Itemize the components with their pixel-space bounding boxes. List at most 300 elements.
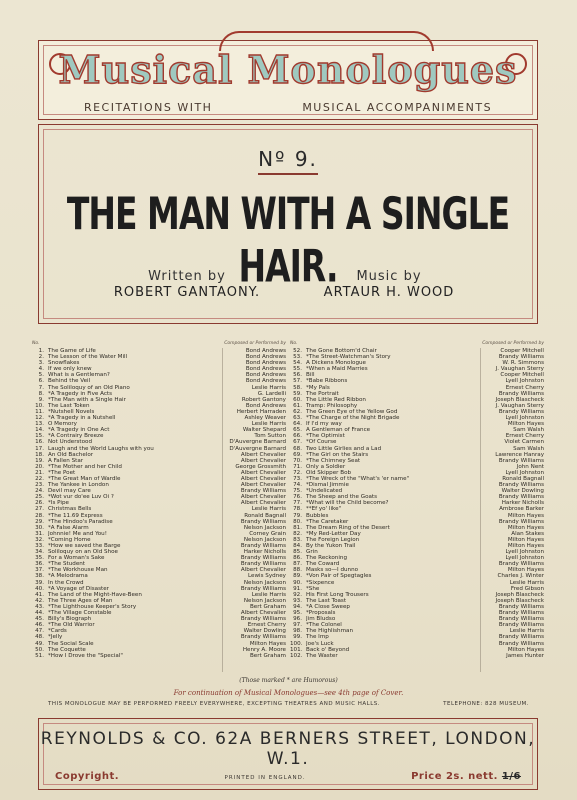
item-number: 94.	[293, 603, 302, 610]
item-performer: Ashley Weaver	[244, 415, 286, 422]
item-title: *The Poet	[48, 469, 76, 476]
monologue-catalogue	[32, 340, 544, 672]
item-number: 39.	[35, 579, 44, 586]
item-title: *Is Pipe	[48, 500, 69, 507]
item-title: *The Charge of the Night Brigade	[306, 415, 400, 422]
item-performer: Joseph Blascheck	[495, 396, 544, 403]
item-performer: W. R. Simmons	[502, 360, 544, 367]
item-performer: Brandy Williams	[498, 561, 544, 568]
item-title: For a Woman's Sake	[48, 555, 105, 562]
item-number: 96.	[293, 616, 302, 623]
item-title: The Highlishman	[306, 628, 354, 635]
item-performer: Albert Chevalier	[240, 469, 286, 476]
item-number: 6.	[38, 378, 44, 385]
item-performer: Nelson Jackson	[243, 536, 286, 543]
item-number: 85.	[293, 549, 302, 556]
item-title: *A Melodrama	[48, 573, 88, 580]
item-title: A Dickens Monologue	[306, 360, 366, 367]
item-title: An Old Bachelor	[48, 451, 94, 458]
item-title: Christmas Bells	[48, 506, 92, 513]
item-title: Bill	[306, 372, 315, 379]
item-performer: Herbert Harraden	[236, 408, 286, 415]
item-title: A Gentleman of France	[306, 427, 371, 434]
item-number: 31.	[35, 530, 44, 537]
item-number: 5.	[38, 372, 44, 379]
item-title: Behind the Veil	[48, 378, 91, 385]
item-title: In the Crowd	[48, 579, 84, 586]
credits	[87, 269, 489, 300]
item-title: Devil may Care	[48, 488, 91, 495]
item-number: 19.	[35, 457, 44, 464]
item-number: 89.	[293, 573, 302, 580]
item-title: Soliloquy on an Old Shoe	[48, 549, 118, 556]
item-title: Jim Bludso	[306, 616, 336, 623]
item-number: 76.	[293, 494, 302, 501]
item-number: 66.	[293, 433, 302, 440]
item-title: *My Pals	[306, 384, 330, 391]
item-performer: Albert Chevalier	[240, 457, 286, 464]
item-performer: John Nent	[516, 463, 544, 470]
item-number: 8.	[38, 390, 44, 397]
item-performer: Walter Dowling	[243, 628, 286, 635]
item-title: The Little Red Ribbon	[306, 396, 366, 403]
item-number: 65.	[293, 427, 302, 434]
item-title: Bubbles	[306, 512, 329, 519]
item-performer: Brandy Williams	[498, 390, 544, 397]
item-title: *A Tragedy in Five Acts	[48, 390, 113, 397]
item-performer: Leslie Harris	[509, 579, 544, 586]
item-number: 20.	[35, 463, 44, 470]
item-title: *Coming Home	[48, 536, 91, 543]
subtitle-right: MUSICAL ACCOMPANIMENTS	[302, 101, 493, 114]
column-header	[290, 340, 544, 348]
item-number: 41.	[35, 591, 44, 598]
item-title: *Wot vur do'ee Luv Oi ?	[48, 494, 114, 501]
item-performer: Brandy Williams	[498, 518, 544, 525]
item-number: 37.	[35, 567, 44, 574]
item-performer: Bert Graham	[249, 603, 286, 610]
list-item	[32, 653, 286, 659]
item-number: 82.	[293, 530, 302, 537]
price-text	[411, 771, 521, 782]
item-performer: Tom Sutton	[254, 433, 286, 440]
item-title: The Last Token	[48, 402, 90, 409]
item-performer: Walter Shepard	[242, 427, 286, 434]
item-performer: J. Vaughan Sterry	[495, 366, 544, 373]
item-number: 42.	[35, 597, 44, 604]
item-performer: Joseph Blascheck	[495, 597, 544, 604]
item-performer: Albert Chevalier	[240, 500, 286, 507]
item-title: *The Wreck of the "What's 'er name"	[306, 475, 410, 482]
item-performer: Bond Andrews	[245, 360, 286, 367]
column-divider	[480, 348, 481, 672]
item-title: The Waster	[306, 652, 338, 659]
item-number: 101.	[290, 646, 303, 653]
item-number: 47.	[35, 628, 44, 635]
item-number: 59.	[293, 390, 302, 397]
item-title: *The Optimist	[306, 433, 345, 440]
item-title: *The Great Man of Wardle	[48, 475, 121, 482]
item-performer: Brandy Williams	[240, 488, 286, 495]
item-title: The Three Ages of Man	[48, 597, 113, 604]
item-performer: Ronald Bagnall	[244, 512, 286, 519]
item-number: 78.	[293, 506, 302, 513]
item-number: 2.	[38, 354, 44, 361]
column-header-no: No.	[290, 341, 298, 346]
item-title: The Yankee in London	[48, 482, 109, 489]
item-number: 25.	[35, 494, 44, 501]
item-title: *Of Course	[306, 439, 337, 446]
piece-title: THE MAN WITH A SINGLE HAIR.	[66, 187, 510, 293]
item-title: *The Student	[48, 561, 85, 568]
item-performer: Bond Andrews	[245, 348, 286, 354]
column-header-performed: Composed or Performed by	[224, 341, 286, 346]
item-performer: Albert Chevalier	[240, 494, 286, 501]
item-performer: Robert Gantony	[241, 396, 286, 403]
item-title: *The Chimney Seat	[306, 457, 361, 464]
item-performer: Bond Andrews	[245, 378, 286, 385]
item-title: *The Street-Watchman's Story	[306, 354, 391, 361]
telephone-text: TELEPHONE: 828 MUSEUM.	[443, 701, 529, 707]
item-performer: J. Vaughan Sterry	[495, 402, 544, 409]
item-performer: Ernest Cherry	[247, 622, 286, 629]
composer-credit	[289, 269, 489, 300]
item-title: *A Close Sweep	[306, 603, 350, 610]
item-title: *Proposals	[306, 610, 336, 617]
item-number: 88.	[293, 567, 302, 574]
item-performer: Lyell Johnston	[505, 415, 544, 422]
item-number: 92.	[293, 591, 302, 598]
printed-in-text: PRINTED IN ENGLAND.	[224, 775, 306, 781]
item-title: The Reckoning	[306, 555, 347, 562]
item-performer: Harker Nicholls	[243, 549, 286, 556]
item-title: **Ef yo' like"	[306, 506, 342, 513]
item-performer: Brandy Williams	[498, 603, 544, 610]
item-title: The Game of Life	[48, 348, 96, 354]
item-title: *The Man with a Single Hair	[48, 396, 126, 403]
item-title: What is a Gentleman?	[48, 372, 110, 379]
item-number: 13.	[35, 421, 44, 428]
item-performer: Bond Andrews	[245, 402, 286, 409]
item-performer: D'Auvergne Barnard	[229, 445, 286, 452]
permit-line	[48, 701, 529, 707]
item-performer: Albert Chevalier	[240, 482, 286, 489]
item-title: *A Contrairy Breeze	[48, 433, 104, 440]
item-performer: Brandy Williams	[498, 408, 544, 415]
list-item	[290, 653, 544, 659]
item-performer: George Grossmith	[235, 463, 286, 470]
item-number: 23.	[35, 482, 44, 489]
item-title: Back o' Beyond	[306, 646, 350, 653]
item-number: 54.	[293, 360, 302, 367]
piece-number: Nº 9.	[39, 147, 537, 175]
item-title: *A Tragedy in a Nutshell	[48, 415, 116, 422]
item-performer: Brandy Williams	[240, 555, 286, 562]
item-title: The Land of the Might-Have-Been	[48, 591, 142, 598]
catalogue-column-left	[32, 340, 286, 672]
item-performer: D'Auvergne Barnard	[229, 439, 286, 446]
item-performer: Bond Andrews	[245, 372, 286, 379]
item-title: *The Lighthouse Keeper's Story	[48, 603, 137, 610]
item-title: Joe's Luck	[306, 640, 334, 647]
item-number: 86.	[293, 555, 302, 562]
item-performer: Bond Andrews	[245, 366, 286, 373]
item-number: 99.	[293, 634, 302, 641]
item-number: 87.	[293, 561, 302, 568]
item-number: 69.	[293, 451, 302, 458]
item-title: If I'd my way	[306, 421, 342, 428]
column-header-performed: Composed or Performed by	[482, 341, 544, 346]
item-number: 71.	[293, 463, 302, 470]
item-number: 100.	[290, 640, 303, 647]
item-performer: G. Lardelli	[257, 390, 286, 397]
item-performer: Ambrose Barker	[499, 506, 544, 513]
item-title: The Foreign Legion	[306, 536, 360, 543]
item-performer: Albert Chevalier	[240, 567, 286, 574]
item-performer: Milton Hayes	[249, 640, 286, 647]
item-performer: Brandy Williams	[240, 634, 286, 641]
publisher-box	[38, 718, 538, 790]
item-number: 11.	[35, 408, 44, 415]
item-title: O Memory	[48, 421, 77, 428]
item-performer: Brandy Williams	[498, 494, 544, 501]
item-performer: Brandy Williams	[498, 610, 544, 617]
item-performer: Brandy Williams	[240, 518, 286, 525]
item-number: 91.	[293, 585, 302, 592]
item-number: 63.	[293, 415, 302, 422]
item-title: Laugh and the World Laughs with you	[48, 445, 154, 452]
item-performer: Albert Chevalier	[240, 475, 286, 482]
written-label: Written by	[148, 269, 226, 284]
item-title: *Jelly	[48, 634, 63, 641]
item-performer: Milton Hayes	[507, 512, 544, 519]
item-performer: Lyell Johnston	[505, 549, 544, 556]
item-title: *The Workhouse Man	[48, 567, 108, 574]
item-title: *How I Drove the "Special"	[48, 652, 123, 659]
item-number: 84.	[293, 543, 302, 549]
item-number: 4.	[38, 366, 44, 373]
item-number: 33.	[35, 543, 44, 549]
item-title: *Undelicated	[306, 488, 343, 495]
item-title: *The Hindoo's Paradise	[48, 518, 113, 525]
item-title: If we only knew	[48, 366, 92, 373]
item-performer: Leslie Harris	[251, 506, 286, 513]
subtitle-left: RECITATIONS WITH	[83, 101, 213, 114]
item-title: *Sixpence	[306, 579, 335, 586]
item-performer: Lyell Johnston	[505, 469, 544, 476]
item-number: 22.	[35, 475, 44, 482]
item-number: 24.	[35, 488, 44, 495]
item-performer: Leslie Harris	[509, 628, 544, 635]
item-performer: Brandy Williams	[240, 585, 286, 592]
item-title: By the Yukon Trail	[306, 543, 356, 549]
item-title: Grin	[306, 549, 318, 556]
item-title: *Von Pair of Spegtagles	[306, 573, 372, 580]
item-title: Johnnie! Me and You!	[48, 530, 107, 537]
writer-name: ROBERT GANTAONY.	[113, 285, 261, 300]
item-title: *A Voyage of Disaster	[48, 585, 109, 592]
item-performer: Charles J. Winter	[497, 573, 544, 580]
item-performer: Nelson Jackson	[243, 524, 286, 531]
item-title: The Dream Ring of the Desert	[306, 524, 390, 531]
item-performer: Brandy Williams	[498, 616, 544, 623]
item-performer: Albert Chevalier	[240, 451, 286, 458]
item-title: The Soliloquy of an Old Piano	[48, 384, 130, 391]
item-number: 56.	[293, 372, 302, 379]
item-number: 9.	[38, 396, 44, 403]
item-number: 27.	[35, 506, 44, 513]
item-performer: Leslie Harris	[251, 421, 286, 428]
item-title: *Cards	[48, 628, 67, 635]
item-number: 30.	[35, 524, 44, 531]
item-performer: Brandy Williams	[498, 622, 544, 629]
item-number: 43.	[35, 603, 44, 610]
item-number: 28.	[35, 512, 44, 519]
item-number: 15.	[35, 433, 44, 440]
series-title: Musical Monologues	[58, 47, 518, 92]
item-performer: Sam Walsh	[513, 445, 544, 452]
item-performer: Henry A. Moore	[242, 646, 286, 653]
item-title: Old Skipper Bob	[306, 469, 352, 476]
item-number: 58.	[293, 384, 302, 391]
item-title: The Green Eye of the Yellow God	[306, 408, 398, 415]
continuation-note: For continuation of Musical Monologues—see 4th page of Cover.	[173, 689, 404, 697]
copyright-text: Copyright.	[55, 771, 120, 782]
item-title: *A False Alarm	[48, 524, 89, 531]
item-performer: Milton Hayes	[507, 543, 544, 549]
item-number: 72.	[293, 469, 302, 476]
footer-row	[55, 771, 521, 782]
item-title: His First Long Trousers	[306, 591, 369, 598]
item-title: *How we saved the Barge	[48, 543, 121, 549]
item-number: 32.	[35, 536, 44, 543]
item-number: 46.	[35, 622, 44, 629]
item-number: 60.	[293, 396, 302, 403]
item-number: 83.	[293, 536, 302, 543]
item-number: 44.	[35, 610, 44, 617]
item-performer: Walter Dowling	[501, 488, 544, 495]
item-number: 70.	[293, 457, 302, 464]
item-title: Billy's Biograph	[48, 616, 92, 623]
item-title: Masks so—I dunno	[306, 567, 359, 574]
column-header-no: No.	[32, 341, 40, 346]
item-number: 16.	[35, 439, 44, 446]
item-number: 12.	[35, 415, 44, 422]
item-title: The Coward	[306, 561, 340, 568]
item-number: 73.	[293, 475, 302, 482]
item-performer: Brandy Williams	[498, 354, 544, 361]
item-title: *She	[306, 585, 320, 592]
item-title: *A Tragedy in One Act	[48, 427, 110, 434]
item-number: 29.	[35, 518, 44, 525]
item-title: The Portrait	[306, 390, 339, 397]
item-title: The Sheep and the Goats	[306, 494, 378, 501]
item-number: 74.	[293, 482, 302, 489]
series-banner	[38, 40, 538, 120]
item-title: The Gone Bottom'd Chair	[306, 348, 377, 354]
item-performer: Milton Hayes	[507, 646, 544, 653]
item-number: 34.	[35, 549, 44, 556]
item-title: *The Village Constable	[48, 610, 112, 617]
item-number: 80.	[293, 518, 302, 525]
item-number: 1.	[38, 348, 44, 354]
item-number: 102.	[290, 652, 303, 659]
item-number: 50.	[35, 646, 44, 653]
item-performer: Alan Stakes	[511, 530, 544, 537]
humorous-note: (Those marked * are Humorous)	[239, 677, 338, 684]
item-title: *The Girl on the Stairs	[306, 451, 369, 458]
item-title: The Coquette	[48, 646, 86, 653]
item-performer: Bond Andrews	[245, 354, 286, 361]
composer-name: ARTAUR H. WOOD	[323, 285, 455, 300]
item-title: Not Understood	[48, 439, 93, 446]
item-performer: Corney Grain	[249, 530, 286, 537]
item-performer: Brandy Williams	[240, 616, 286, 623]
catalogue-column-right	[290, 340, 544, 672]
item-number: 36.	[35, 561, 44, 568]
item-performer: Brandy Williams	[240, 543, 286, 549]
item-performer: Cooper Mitchell	[500, 372, 544, 379]
music-label: Music by	[356, 269, 422, 284]
item-number: 97.	[293, 622, 302, 629]
item-performer: Milton Hayes	[507, 536, 544, 543]
price-old: 1/6	[501, 771, 521, 782]
item-number: 98.	[293, 628, 302, 635]
item-title: Two Little Girlies and a Lad	[306, 445, 382, 452]
column-header	[32, 340, 286, 348]
item-number: 26.	[35, 500, 44, 507]
item-title: The Social Scale	[48, 640, 94, 647]
item-performer: Brandy Williams	[240, 561, 286, 568]
item-title: *The Caretaker	[306, 518, 349, 525]
item-performer: Lewis Sydney	[248, 573, 286, 580]
item-performer: Harker Nicholls	[501, 500, 544, 507]
item-number: 62.	[293, 408, 302, 415]
item-title: *When a Maid Marries	[306, 366, 368, 373]
item-performer: James Hunter	[506, 652, 544, 659]
item-number: 18.	[35, 451, 44, 458]
item-performer: Albert Chevalier	[240, 610, 286, 617]
item-title: *The Colonel	[306, 622, 342, 629]
item-number: 35.	[35, 555, 44, 562]
item-performer: Fred Gibson	[510, 585, 544, 592]
item-number: 81.	[293, 524, 302, 531]
item-title: *What will the Child become?	[306, 500, 389, 507]
permit-text: THIS MONOLOGUE MAY BE PERFORMED FREELY EVERYWHERE, EXCEPTING THEATRES AND MUSIC HALLS.	[48, 701, 381, 707]
item-performer: Cooper Mitchell	[500, 348, 544, 354]
item-title: *The 11.69 Express	[48, 512, 103, 519]
item-number: 14.	[35, 427, 44, 434]
item-performer: Leslie Harris	[251, 384, 286, 391]
title-box	[38, 124, 538, 324]
item-performer: Lyell Johnston	[505, 378, 544, 385]
item-number: 57.	[293, 378, 302, 385]
item-number: 61.	[293, 402, 302, 409]
item-performer: Leslie Harris	[251, 591, 286, 598]
item-performer: Brandy Williams	[498, 482, 544, 489]
item-performer: Bert Graham	[249, 652, 286, 659]
item-number: 21.	[35, 469, 44, 476]
item-title: The Last Toast	[306, 597, 347, 604]
item-number: 3.	[38, 360, 44, 367]
publisher-address: REYNOLDS & CO. 62A BERNERS STREET, LONDON, W.1.	[40, 729, 536, 769]
item-number: 49.	[35, 640, 44, 647]
item-performer: Brandy Williams	[498, 640, 544, 647]
item-number: 77.	[293, 500, 302, 507]
item-performer: Ernest Cherry	[505, 433, 544, 440]
item-title: *The Old Warrior	[48, 622, 95, 629]
item-number: 17.	[35, 445, 44, 452]
